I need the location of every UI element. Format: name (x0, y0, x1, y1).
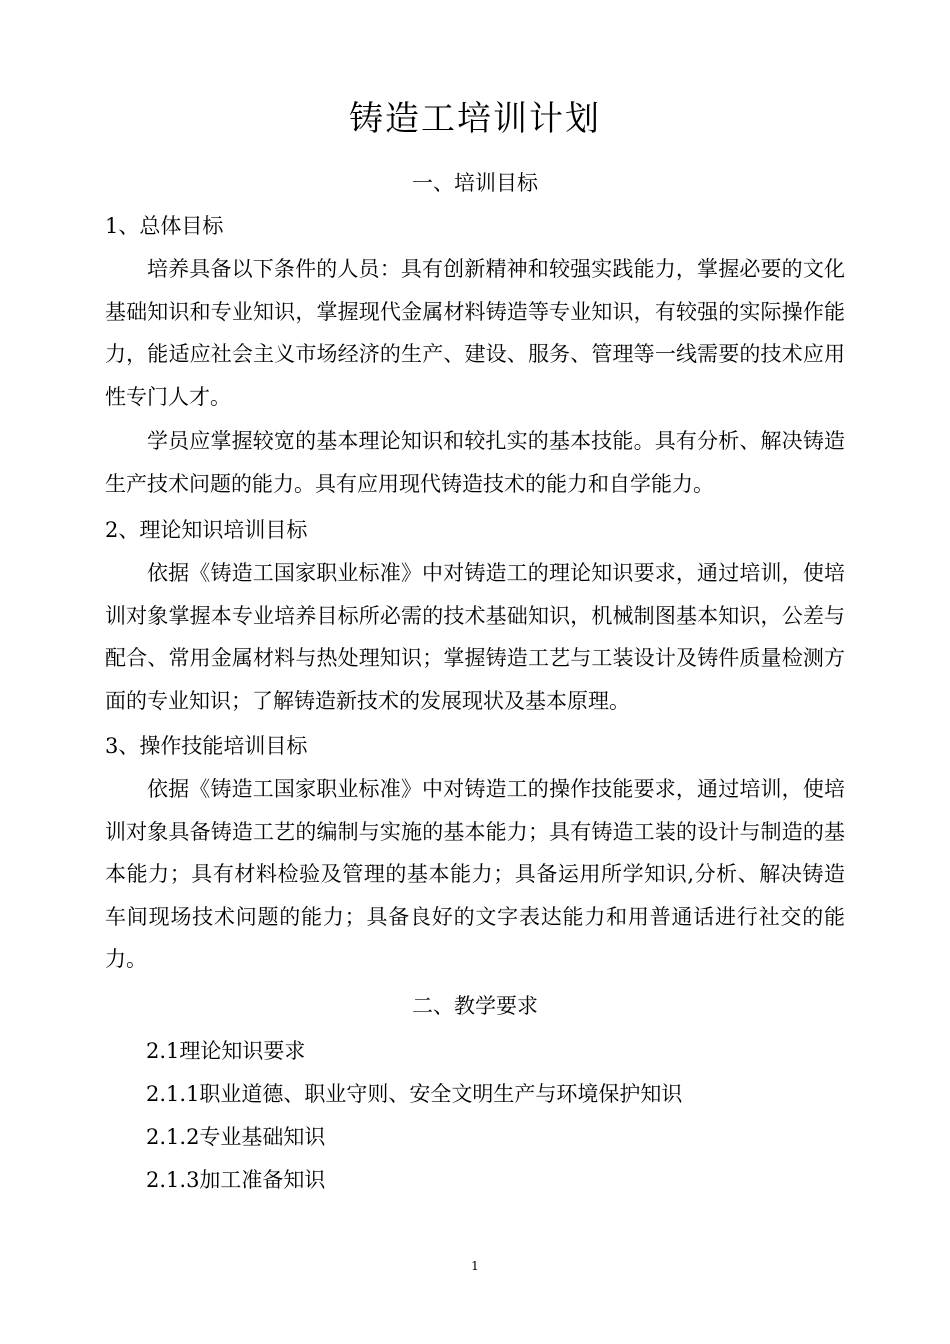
subheading-overall-goal: 1、总体目标 (105, 214, 224, 238)
list-item: 2.1.1职业道德、职业守则、安全文明生产与环境保护知识 (146, 1082, 683, 1106)
document-title: 铸造工培训计划 (349, 99, 601, 139)
page-number: 1 (471, 1259, 479, 1273)
section-heading-training-goals: 一、培训目标 (412, 171, 538, 195)
subheading-skills-goal: 3、操作技能培训目标 (105, 734, 308, 758)
list-item: 2.1.3加工准备知识 (146, 1168, 326, 1192)
paragraph-skills-goal: 依据《铸造工国家职业标准》中对铸造工的操作技能要求，通过培训，使培训对象具备铸造工艺的编制与实施的基本能力；具有铸造工装的设计与制造的基本能力；具有材料检验及管理的基本能力；具备运用所学知识,分析、解决铸造车间现场技术问题的能力；具备良好的文字表达能力和用普通话进行社交的能力。 (105, 777, 845, 972)
subheading-theory-goal: 2、理论知识培训目标 (105, 518, 308, 542)
list-item: 2.1理论知识要求 (146, 1039, 306, 1063)
paragraph-theory-goal: 依据《铸造工国家职业标准》中对铸造工的理论知识要求，通过培训，使培训对象掌握本专业培养目标所必需的技术基础知识，机械制图基本知识，公差与配合、常用金属材料与热处理知识；掌握铸造工艺与工装设计及铸件质量检测方面的专业知识；了解铸造新技术的发展现状及基本原理。 (105, 561, 845, 713)
paragraph-overall-goal-1: 培养具备以下条件的人员：具有创新精神和较强实践能力，掌握必要的文化基础知识和专业知识，掌握现代金属材料铸造等专业知识，有较强的实际操作能力，能适应社会主义市场经济的生产、建设、服务、管理等一线需要的技术应用性专门人才。 (105, 257, 845, 409)
paragraph-overall-goal-2: 学员应掌握较宽的基本理论知识和较扎实的基本技能。具有分析、解决铸造生产技术问题的能力。具有应用现代铸造技术的能力和自学能力。 (105, 429, 845, 496)
section-heading-teaching-requirements: 二、教学要求 (412, 994, 538, 1018)
list-item: 2.1.2专业基础知识 (146, 1125, 326, 1149)
